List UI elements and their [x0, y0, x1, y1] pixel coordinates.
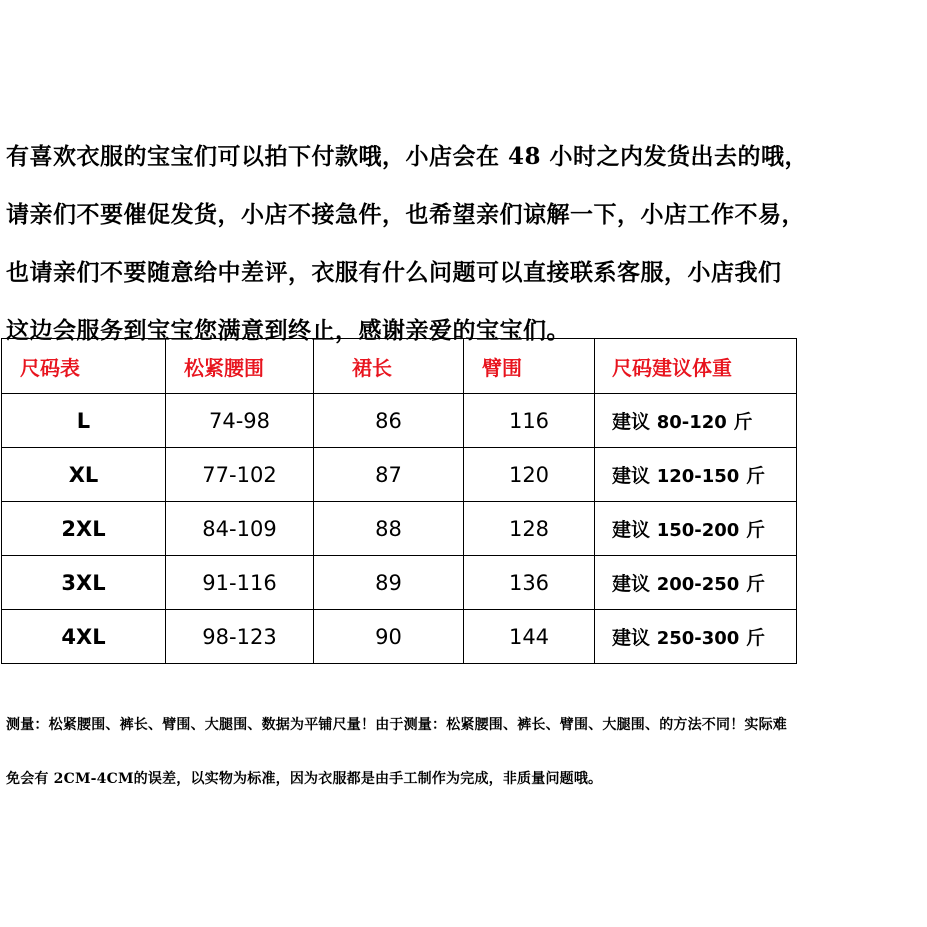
header-recommended-weight: 尺码建议体重 [595, 339, 797, 394]
weight-range: 150-200 [656, 520, 740, 541]
cell-arm: 120 [464, 448, 595, 502]
intro-line: 有喜欢衣服的宝宝们可以拍下付款哦，小店会在 48 小时之内发货出去的哦， [6, 143, 809, 170]
intro-line: 这边会服务到宝宝您满意到终止，感谢亲爱的宝宝们。 [6, 317, 570, 344]
weight-prefix: 建议 [612, 627, 651, 649]
note-line: 免会有 2CM-4CM的误差，以实物为标准，因为衣服都是由手工制作为完成，非质量问题哦。 [6, 771, 603, 787]
weight-range: 200-250 [656, 574, 740, 595]
cell-weight [595, 394, 797, 448]
header-waist: 松紧腰围 [166, 339, 314, 394]
cell-skirt-length: 89 [314, 556, 464, 610]
cell-arm: 136 [464, 556, 595, 610]
header-arm: 臂围 [464, 339, 595, 394]
weight-prefix: 建议 [612, 573, 651, 595]
note-line: 测量：松紧腰围、裤长、臂围、大腿围、数据为平铺尺量！由于测量：松紧腰围、裤长、臂围、大腿围、的方法不同！实际难 [6, 717, 787, 733]
table-row [2, 394, 797, 448]
table-row [2, 448, 797, 502]
weight-range: 80-120 [656, 412, 727, 433]
cell-skirt-length: 86 [314, 394, 464, 448]
cell-skirt-length: 90 [314, 610, 464, 664]
cell-waist: 77-102 [166, 448, 314, 502]
measurement-note [6, 700, 921, 808]
weight-unit: 斤 [746, 519, 766, 541]
cell-waist: 84-109 [166, 502, 314, 556]
cell-size: XL [2, 448, 166, 502]
weight-unit: 斤 [733, 411, 753, 433]
cell-size: L [2, 394, 166, 448]
intro-text [6, 128, 921, 360]
weight-unit: 斤 [746, 573, 766, 595]
weight-prefix: 建议 [612, 465, 651, 487]
intro-line: 请亲们不要催促发货，小店不接急件，也希望亲们谅解一下，小店工作不易， [6, 201, 805, 228]
weight-unit: 斤 [746, 627, 766, 649]
header-size: 尺码表 [2, 339, 166, 394]
table-header-row [2, 339, 797, 394]
table-row [2, 556, 797, 610]
weight-range: 120-150 [656, 466, 740, 487]
cell-arm: 116 [464, 394, 595, 448]
cell-size: 3XL [2, 556, 166, 610]
weight-range: 250-300 [656, 628, 740, 649]
intro-line: 也请亲们不要随意给中差评，衣服有什么问题可以直接联系客服，小店我们 [6, 259, 782, 286]
cell-waist: 98-123 [166, 610, 314, 664]
weight-prefix: 建议 [612, 411, 651, 433]
cell-waist: 74-98 [166, 394, 314, 448]
table-row [2, 502, 797, 556]
cell-skirt-length: 87 [314, 448, 464, 502]
size-chart-table [1, 338, 797, 664]
table-row [2, 610, 797, 664]
weight-unit: 斤 [746, 465, 766, 487]
cell-weight [595, 502, 797, 556]
cell-size: 4XL [2, 610, 166, 664]
cell-size: 2XL [2, 502, 166, 556]
cell-arm: 144 [464, 610, 595, 664]
cell-skirt-length: 88 [314, 502, 464, 556]
cell-waist: 91-116 [166, 556, 314, 610]
cell-weight [595, 610, 797, 664]
cell-weight [595, 448, 797, 502]
cell-weight [595, 556, 797, 610]
header-skirt-length: 裙长 [314, 339, 464, 394]
cell-arm: 128 [464, 502, 595, 556]
weight-prefix: 建议 [612, 519, 651, 541]
